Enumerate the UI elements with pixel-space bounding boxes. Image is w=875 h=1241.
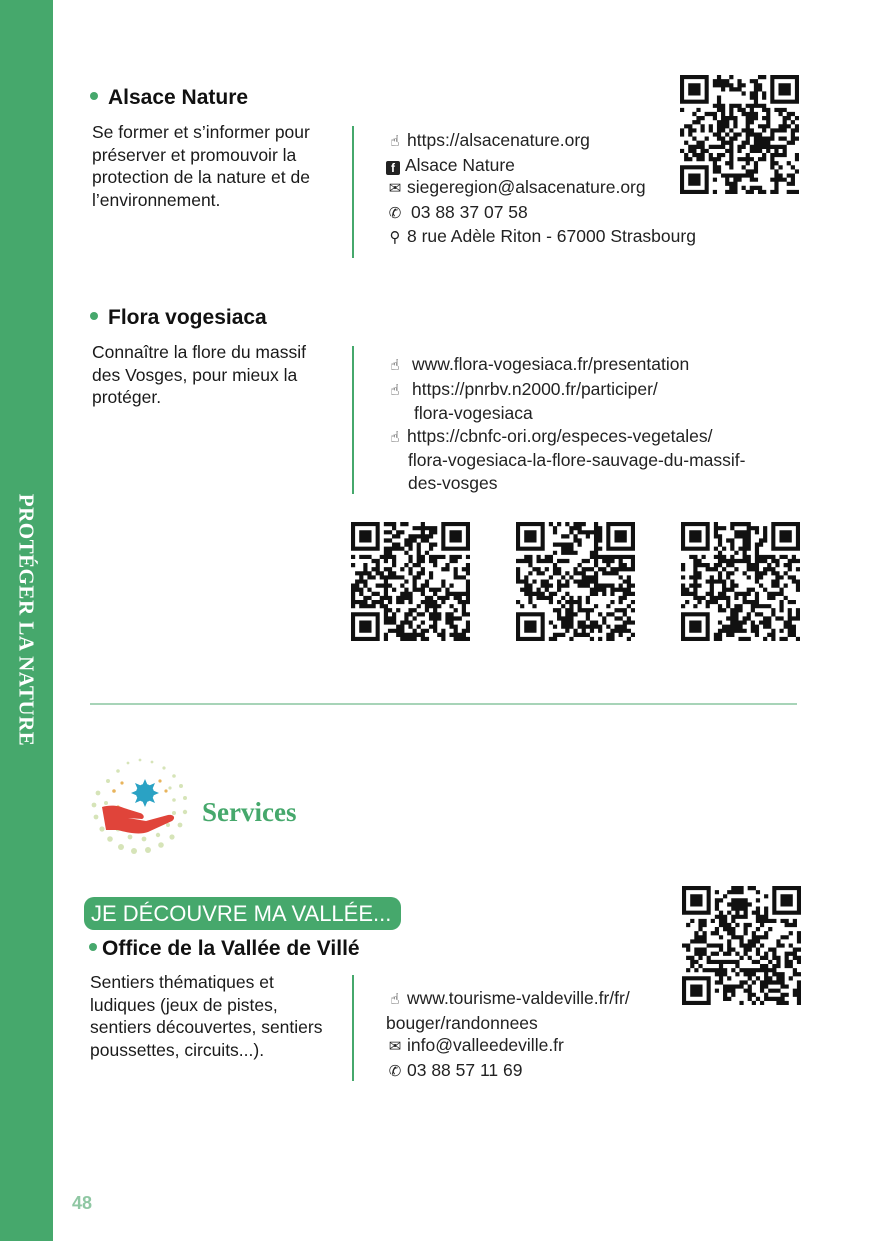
link-list — [386, 353, 746, 494]
qr-code[interactable] — [516, 522, 635, 641]
sidebar-band — [0, 0, 53, 1241]
phone-row[interactable]: ✆ 03 88 57 11 69 — [386, 1059, 630, 1084]
address-row: ⚲ 8 rue Adèle Riton - 67000 Strasbourg — [386, 225, 696, 250]
section-pill: JE DÉCOUVRE MA VALLÉE... — [84, 897, 401, 930]
org-description: Sentiers thématiques et ludiques (jeux de pistes, sentiers découvertes, sentiers poussettes, circuits...). — [90, 972, 323, 1060]
facebook-row[interactable]: f Alsace Nature — [386, 154, 696, 177]
services-hand-icon — [88, 755, 196, 859]
hand-pointer-icon: ☝ — [390, 357, 400, 374]
envelope-icon: ✉ — [388, 180, 402, 197]
qr-modules — [682, 886, 801, 1005]
envelope-icon: ✉ — [388, 1038, 402, 1055]
link-continuation[interactable]: flora-vogesiaca-la-flore-sauvage-du-massif- — [408, 450, 746, 470]
link-continuation[interactable]: bouger/randonnees — [386, 1012, 538, 1033]
hand-pointer-icon: ☝ — [390, 133, 400, 150]
separator-line — [352, 346, 354, 494]
link-continuation[interactable]: flora-vogesiaca — [414, 403, 533, 423]
qr-code[interactable] — [682, 886, 801, 1005]
section-divider — [90, 703, 797, 705]
link-row[interactable]: ☝ https://pnrbv.n2000.fr/participer/ — [386, 378, 746, 403]
facebook-icon: f — [386, 161, 400, 175]
qr-modules — [680, 75, 799, 194]
separator-line — [352, 126, 354, 258]
services-heading: Services — [202, 797, 297, 827]
map-pin-icon: ⚲ — [389, 229, 401, 246]
qr-code[interactable] — [351, 522, 470, 641]
contact-list — [386, 987, 630, 1083]
page-number: 48 — [72, 1193, 93, 1213]
hand-pointer-icon: ☝ — [390, 991, 400, 1008]
section-label: PROTÉGER LA NATURE — [14, 493, 39, 747]
email-row[interactable]: ✉ siegeregion@alsacenature.org — [386, 176, 696, 201]
qr-modules — [351, 522, 470, 641]
qr-code[interactable] — [680, 75, 799, 194]
website-row[interactable]: ☝ www.tourisme-valdeville.fr/fr/ — [386, 987, 630, 1012]
qr-code[interactable] — [681, 522, 800, 641]
separator-line — [352, 975, 354, 1081]
bullet-icon — [90, 92, 98, 100]
hand-pointer-icon: ☝ — [390, 381, 400, 399]
org-description: Se former et s’informer pour préserver et promouvoir la protection de la nature et de l’environnement. — [92, 122, 310, 210]
website-row[interactable]: ☝ https://alsacenature.org — [386, 129, 696, 154]
org-description: Connaître la flore du massif des Vosges, pour mieux la protéger. — [92, 342, 306, 407]
phone-icon: ✆ — [388, 1062, 402, 1080]
qr-modules — [681, 522, 800, 641]
phone-icon: ✆ — [388, 204, 402, 222]
link-continuation[interactable]: des-vosges — [408, 472, 498, 493]
contact-list — [386, 129, 696, 250]
org-title-flora-vogesiaca: Flora vogesiaca — [90, 306, 267, 330]
org-title-alsace-nature: Alsace Nature — [90, 86, 248, 110]
bullet-icon — [90, 312, 98, 320]
org-title-office-vallee: Office de la Vallée de Villé — [89, 937, 360, 961]
hand-pointer-icon: ☝ — [390, 428, 400, 446]
phone-row[interactable]: ✆ 03 88 37 07 58 — [386, 201, 696, 226]
link-row[interactable]: ☝ www.flora-vogesiaca.fr/presentation — [386, 353, 746, 378]
bullet-icon — [89, 943, 97, 951]
link-row[interactable]: ☝ https://cbnfc-ori.org/especes-vegetales/ — [386, 425, 746, 450]
email-row[interactable]: ✉ info@valleedeville.fr — [386, 1034, 630, 1059]
qr-modules — [516, 522, 635, 641]
